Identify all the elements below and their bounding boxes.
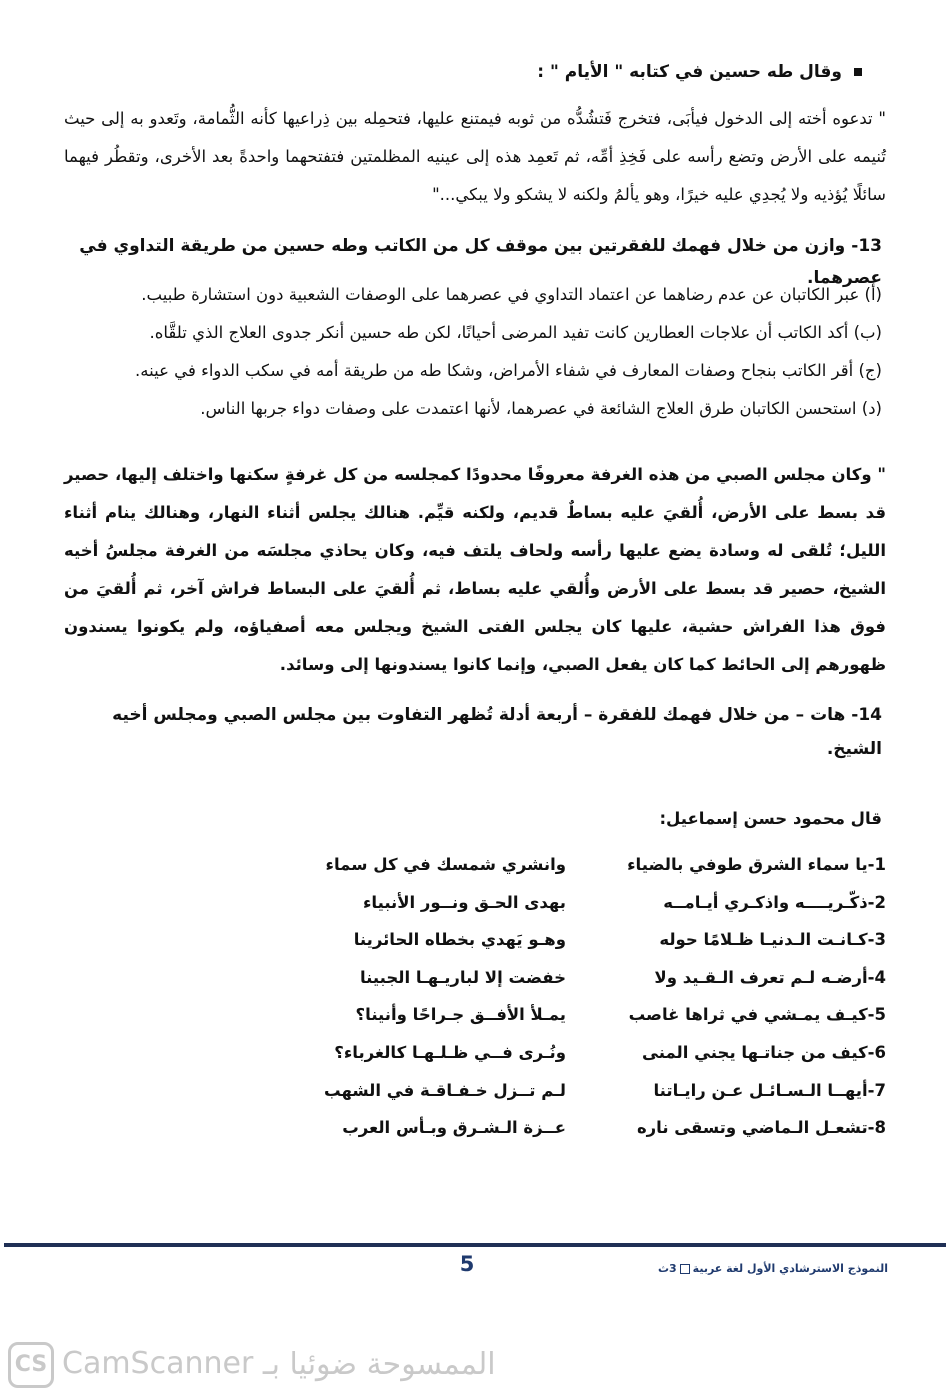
option-d: (د) استحسن الكاتبان طرق العلاج الشائعة في عصرهما، لأنها اعتمدت على وصفات دواء جربها الناس.: [200, 399, 882, 418]
camscanner-logo: CS: [8, 1342, 54, 1388]
question-14: [64, 698, 882, 766]
poem: [240, 846, 886, 1147]
camscanner-watermark: [8, 1340, 548, 1388]
verse-second-hemistich: وانشري شمسك في كل سماء: [325, 855, 566, 874]
poem-verse: [240, 959, 886, 997]
poem-verse: [240, 884, 886, 922]
verse-first-hemistich: 1-يا سماء الشرق طوفي بالضياء: [627, 855, 886, 874]
poem-verse: [240, 1072, 886, 1110]
verse-first-hemistich: 2-ذكّـريــــه واذكـري أيـامــه: [663, 892, 886, 912]
watermark-brand: CamScanner: [62, 1346, 254, 1381]
verse-second-hemistich: عــزة الـشـرق وبـأس العرب: [342, 1118, 566, 1138]
poem-verse: [240, 846, 886, 884]
verse-first-hemistich: 6-كيف من جناتـها يجني المنى: [642, 1042, 886, 1062]
verse-second-hemistich: يمـلأ الأفــق جـراحًا وأنينا؟: [355, 1005, 566, 1025]
verse-first-hemistich: 5-كيـف يمـشي في ثراها غاصب: [628, 1005, 886, 1025]
poem-verse: [240, 996, 886, 1034]
question-13-options: [64, 276, 882, 428]
verse-first-hemistich: 3-كـانـت الـدنيـا ظـلامًا حوله: [659, 930, 886, 950]
heading-text: وقال طه حسين في كتابه " الأيام " :: [537, 62, 842, 82]
footer-divider: [4, 1243, 946, 1247]
option-a: (أ) عبر الكاتبان عن عدم رضاهما عن اعتماد التداوي في عصرهما على الوصفات الشعبية دون استشارة طبيب.: [141, 285, 882, 304]
question-number: 14-: [851, 705, 882, 725]
checkbox-glyph-icon: [680, 1264, 690, 1274]
option-c: (ج) أقر الكاتب بنجاح وصفات المعارف في شفاء الأمراض، وشكا طه من طريقة أمه في سكب الدواء في عينه.: [135, 361, 882, 380]
option-b: (ب) أكد الكاتب أن علاجات العطارين كانت تفيد المرضى أحيانًا، لكن طه حسين أنكر جدوى العلاج الذي تلقَّاه.: [149, 323, 882, 342]
poet-attribution: قال محمود حسن إسماعيل:: [659, 809, 882, 828]
page-number: 5: [459, 1252, 475, 1276]
watermark-text: الممسوحة ضوئيا بـ: [262, 1346, 496, 1382]
passage-paragraph: " وكان مجلس الصبي من هذه الغرفة معروفًا محدودًا كمجلسه من كل غرفةٍ سكنها واختلف إليها، حصير قد بسط على الأرض، أُلقيَ عليه بساطٌ قديم، ولكنه قيِّم. هنالك يجلس أثناء النهار، وهنالك ينام أثناء الليل؛ تُلقى له وسادة يضع عليها رأسه ولحاف يلتف فيه، وكان يحاذي مجلسَه من الغرفة مجلسُ أخيه الشيخ، حصير قد بسط على الأرض وأُلقي عليه بساط، ثم أُلقيَ على البساط فراش آخر، ثم أُلقيَ من فوق هذا الفراش حشية، عليها كان يجلس الفتى الشيخ ويجلس معه أصفياؤه، ولم يكونوا يسندون ظهورهم إلى الحائط كما كان يفعل الصبي، وإنما كانوا يسندونها إلى وسائد.: [64, 465, 886, 674]
question-number: 13-: [851, 236, 882, 256]
verse-first-hemistich: 8-تشعـل الـماضي وتسقى ناره: [636, 1118, 886, 1138]
verse-second-hemistich: بهدى الحـق ونــور الأنبياء: [362, 892, 566, 912]
section-heading: [82, 58, 862, 86]
bullet-icon: [854, 68, 862, 76]
footer-exam-label: [588, 1262, 888, 1275]
verse-first-hemistich: 4-أرضـه لـم تعرف الـقـيد ولا: [654, 967, 886, 987]
verse-second-hemistich: ونُـرى فــي ظـلـهـا كالغرباء؟: [334, 1042, 566, 1062]
poem-verse: [240, 1109, 886, 1147]
question-text: وازن من خلال فهمك للفقرتين بين موقف كل من الكاتب وطه حسين من طريقة التداوي في عصرهما.: [79, 236, 882, 288]
footer-exam-title: النموذج الاسترشادي الأول لغة عربية: [692, 1262, 888, 1275]
verse-second-hemistich: وهـو يَهدي بخطاه الحائرينا: [353, 930, 566, 950]
verse-first-hemistich: 7-أيهــا الـسـائـل عـن رايـاتنا: [653, 1080, 886, 1100]
quote-paragraph-ayyam: " تدعوه أخته إلى الدخول فيأبَى، فتخرج فَتشُدُّه من ثوبه فيمتنع عليها، فتحمِله بين ذِراعيها كأنه الثُّمامة، وتَعدو به إلى حيث تُنيمه على الأرض وتضع رأسه على فَخِذِ أمِّه، ثم تَعمِد هذه إلى عينيه المظلمتين فتفتحهما واحدةً بعد الأخرى، وتقطُر فيهما سائلًا يُؤذيه ولا يُجدِي عليه خيرًا، وهو يألمُ ولكنه لا يشكو ولا يبكي...": [64, 109, 886, 204]
poem-verse: [240, 921, 886, 959]
verse-second-hemistich: خفضت إلا لباريـهـا الجبينا: [359, 967, 566, 987]
verse-second-hemistich: لـم تــزل خـفـاقـة في الشهب: [324, 1080, 566, 1100]
footer-grade: 3ث: [657, 1262, 677, 1275]
question-text: هات – من خلال فهمك للفقرة – أربعة أدلة تُظهر التفاوت بين مجلس الصبي ومجلس أخيه الشيخ.: [112, 705, 882, 759]
poem-verse: [240, 1034, 886, 1072]
